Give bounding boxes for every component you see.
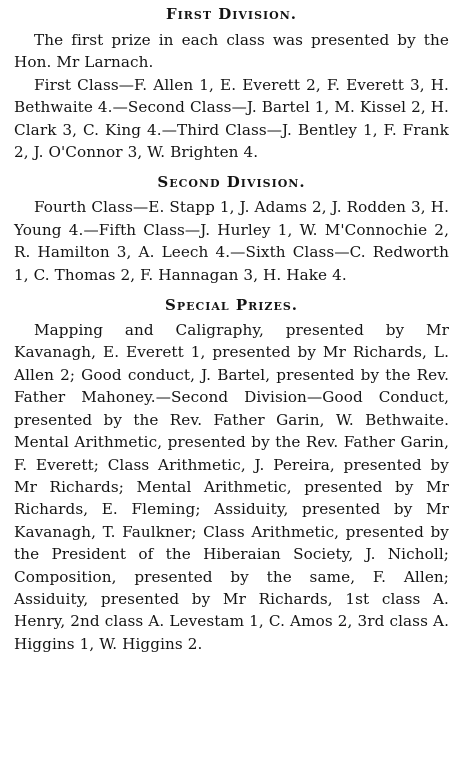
- second-division-section: [14, 171, 449, 286]
- first-division-heading: First Division.: [165, 5, 298, 23]
- special-prizes-section: [14, 294, 449, 655]
- first-division-section: [14, 3, 449, 163]
- second-division-results-paragraph: Fourth Class—E. Stapp 1, J. Adams 2, J. Rodden 3, H. Young 4.—Fifth Class—J. Hurley 1, W. M'Connochie 2, R. Hamilton 3, A. Leech 4.—Sixth Class—C. Redworth 1, C. Thomas 2, F. Hannagan 3, H. Hake 4.: [14, 198, 449, 284]
- first-division-results-paragraph: First Class—F. Allen 1, E. Everett 2, F. Everett 3, H. Bethwaite 4.—Second Class—J. Bartel 1, M. Kissel 2, H. Clark 3, C. King 4.—Third Class—J. Bentley 1, F. Frank 2, J. O'Connor 3, W. Brighten 4.: [14, 75, 449, 162]
- second-division-heading: Second Division.: [157, 173, 306, 192]
- special-prizes-heading: Special Prizes.: [164, 296, 299, 315]
- special-prizes-paragraph: Mapping and Caligraphy, presented by Mr Kavanagh, E. Everett 1, presented by Mr Richards, L. Allen 2; Good conduct, J. Bartel, presented by the Rev. Father Mahoney.—Second Division—Good Conduct, presented by the Rev. Father Garin, W. Bethwaite. Mental Arithmetic, presented by the Rev. Father Garin, F. Everett; Class Arithmetic, J. Pereira, presented by Mr Richards; Mental Arithmetic, presented by Mr Richards, E. Fleming; Assiduity, presented by Mr Kavanagh, T. Faulkner; Class Arithmetic, presented by the President of the Hiberaian Society, J. Nicholl; Composition, presented by the same, F. Allen; Assiduity, presented by Mr Richards, 1st class A. Henry, 2nd class A. Levestam 1, C. Amos 2, 3rd class A. Higgins 1, W. Higgins 2.: [14, 321, 449, 653]
- first-division-intro-paragraph: The first prize in each class was presented by the Hon. Mr Larnach.: [14, 31, 449, 72]
